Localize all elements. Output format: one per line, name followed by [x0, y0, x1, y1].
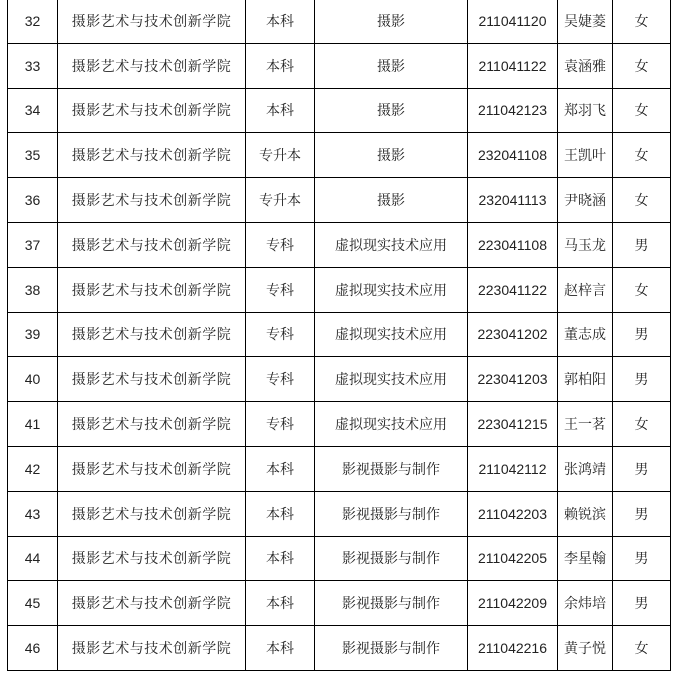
student-id-cell: 211042205	[468, 536, 558, 581]
level-cell: 专科	[246, 222, 315, 267]
student-id-cell: 211042123	[468, 88, 558, 133]
major-cell: 摄影	[315, 88, 468, 133]
student-roster-table	[7, 0, 671, 671]
row-number-cell: 36	[8, 178, 58, 223]
roster-body	[8, 0, 671, 670]
name-cell: 王凯叶	[558, 133, 613, 178]
row-number-cell: 39	[8, 312, 58, 357]
row-number-cell: 44	[8, 536, 58, 581]
college-cell: 摄影艺术与技术创新学院	[58, 446, 246, 491]
name-cell: 李星翰	[558, 536, 613, 581]
table-row	[8, 446, 671, 491]
table-row	[8, 581, 671, 626]
major-cell: 虚拟现实技术应用	[315, 357, 468, 402]
row-number-cell: 45	[8, 581, 58, 626]
gender-cell: 女	[613, 626, 671, 671]
row-number-cell: 33	[8, 43, 58, 88]
table-row	[8, 267, 671, 312]
name-cell: 郭柏阳	[558, 357, 613, 402]
row-number-cell: 42	[8, 446, 58, 491]
name-cell: 张鸿靖	[558, 446, 613, 491]
college-cell: 摄影艺术与技术创新学院	[58, 402, 246, 447]
gender-cell: 男	[613, 491, 671, 536]
level-cell: 本科	[246, 43, 315, 88]
major-cell: 影视摄影与制作	[315, 581, 468, 626]
table-row	[8, 536, 671, 581]
college-cell: 摄影艺术与技术创新学院	[58, 491, 246, 536]
gender-cell: 男	[613, 581, 671, 626]
table-row	[8, 357, 671, 402]
major-cell: 摄影	[315, 133, 468, 178]
name-cell: 尹晓涵	[558, 178, 613, 223]
name-cell: 赵梓言	[558, 267, 613, 312]
student-id-cell: 211042203	[468, 491, 558, 536]
row-number-cell: 34	[8, 88, 58, 133]
college-cell: 摄影艺术与技术创新学院	[58, 222, 246, 267]
level-cell: 本科	[246, 491, 315, 536]
table-row	[8, 491, 671, 536]
college-cell: 摄影艺术与技术创新学院	[58, 133, 246, 178]
major-cell: 影视摄影与制作	[315, 446, 468, 491]
name-cell: 董志成	[558, 312, 613, 357]
major-cell: 虚拟现实技术应用	[315, 312, 468, 357]
gender-cell: 男	[613, 222, 671, 267]
row-number-cell: 43	[8, 491, 58, 536]
student-id-cell: 211042216	[468, 626, 558, 671]
row-number-cell: 40	[8, 357, 58, 402]
row-number-cell: 38	[8, 267, 58, 312]
level-cell: 本科	[246, 446, 315, 491]
level-cell: 本科	[246, 88, 315, 133]
student-id-cell: 211042209	[468, 581, 558, 626]
table-row	[8, 0, 671, 43]
student-id-cell: 223041108	[468, 222, 558, 267]
college-cell: 摄影艺术与技术创新学院	[58, 267, 246, 312]
row-number-cell: 41	[8, 402, 58, 447]
college-cell: 摄影艺术与技术创新学院	[58, 536, 246, 581]
college-cell: 摄影艺术与技术创新学院	[58, 43, 246, 88]
name-cell: 郑羽飞	[558, 88, 613, 133]
level-cell: 专升本	[246, 133, 315, 178]
gender-cell: 男	[613, 312, 671, 357]
college-cell: 摄影艺术与技术创新学院	[58, 178, 246, 223]
table-row	[8, 43, 671, 88]
level-cell: 专科	[246, 402, 315, 447]
name-cell: 王一茗	[558, 402, 613, 447]
level-cell: 专科	[246, 267, 315, 312]
gender-cell: 女	[613, 402, 671, 447]
major-cell: 影视摄影与制作	[315, 536, 468, 581]
major-cell: 虚拟现实技术应用	[315, 267, 468, 312]
name-cell: 马玉龙	[558, 222, 613, 267]
row-number-cell: 46	[8, 626, 58, 671]
student-id-cell: 223041203	[468, 357, 558, 402]
major-cell: 影视摄影与制作	[315, 491, 468, 536]
name-cell: 余炜培	[558, 581, 613, 626]
level-cell: 专科	[246, 357, 315, 402]
student-id-cell: 211041120	[468, 0, 558, 43]
row-number-cell: 32	[8, 0, 58, 43]
college-cell: 摄影艺术与技术创新学院	[58, 0, 246, 43]
major-cell: 影视摄影与制作	[315, 626, 468, 671]
student-id-cell: 223041215	[468, 402, 558, 447]
table-row	[8, 88, 671, 133]
student-id-cell: 223041122	[468, 267, 558, 312]
table-row	[8, 312, 671, 357]
table-row	[8, 178, 671, 223]
name-cell: 黄子悦	[558, 626, 613, 671]
gender-cell: 男	[613, 357, 671, 402]
gender-cell: 男	[613, 446, 671, 491]
gender-cell: 女	[613, 88, 671, 133]
row-number-cell: 35	[8, 133, 58, 178]
level-cell: 专科	[246, 312, 315, 357]
table-row	[8, 222, 671, 267]
table-row	[8, 133, 671, 178]
gender-cell: 女	[613, 178, 671, 223]
student-id-cell: 211041122	[468, 43, 558, 88]
college-cell: 摄影艺术与技术创新学院	[58, 357, 246, 402]
level-cell: 专升本	[246, 178, 315, 223]
name-cell: 袁涵雅	[558, 43, 613, 88]
student-id-cell: 232041113	[468, 178, 558, 223]
level-cell: 本科	[246, 581, 315, 626]
student-id-cell: 211042112	[468, 446, 558, 491]
gender-cell: 女	[613, 43, 671, 88]
gender-cell: 女	[613, 133, 671, 178]
major-cell: 虚拟现实技术应用	[315, 222, 468, 267]
level-cell: 本科	[246, 0, 315, 43]
college-cell: 摄影艺术与技术创新学院	[58, 581, 246, 626]
major-cell: 摄影	[315, 0, 468, 43]
college-cell: 摄影艺术与技术创新学院	[58, 88, 246, 133]
table-row	[8, 402, 671, 447]
gender-cell: 男	[613, 536, 671, 581]
major-cell: 摄影	[315, 178, 468, 223]
level-cell: 本科	[246, 536, 315, 581]
gender-cell: 女	[613, 0, 671, 43]
name-cell: 吴婕菱	[558, 0, 613, 43]
name-cell: 赖锐滨	[558, 491, 613, 536]
student-id-cell: 223041202	[468, 312, 558, 357]
student-id-cell: 232041108	[468, 133, 558, 178]
row-number-cell: 37	[8, 222, 58, 267]
college-cell: 摄影艺术与技术创新学院	[58, 312, 246, 357]
gender-cell: 女	[613, 267, 671, 312]
college-cell: 摄影艺术与技术创新学院	[58, 626, 246, 671]
level-cell: 本科	[246, 626, 315, 671]
major-cell: 摄影	[315, 43, 468, 88]
table-row	[8, 626, 671, 671]
major-cell: 虚拟现实技术应用	[315, 402, 468, 447]
